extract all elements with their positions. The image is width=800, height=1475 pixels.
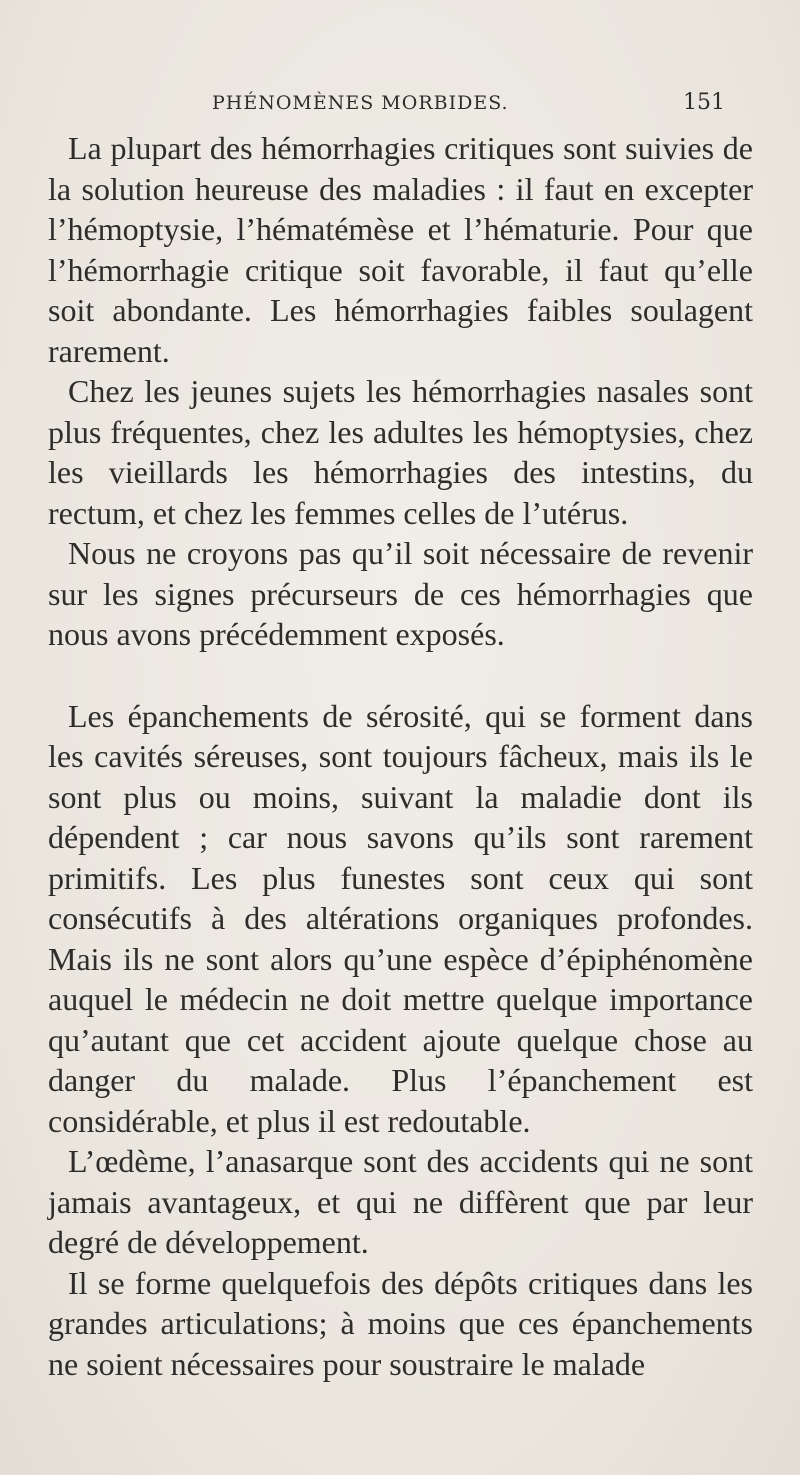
paragraph-epanchements: Les épanchements de sérosité, qui se forment dans les cavités séreuses, sont toujours fâcheux, mais ils le sont plus ou moins, suivant la maladie dont ils dépendent ; car nous savons qu’ils sont rarement primitifs. Les plus funestes sont ceux qui sont consécutifs à des altérations organiques profondes. Mais ils ne sont alors qu’une espèce d’épiphénomène auquel le médecin ne doit mettre quelque importance qu’autant que cet accident ajoute quelque chose au danger du malade. Plus l’épanchement est considérable, et plus il est redoutable. (48, 697, 753, 1139)
section-gap (48, 655, 753, 696)
paragraph-oedeme: L’œdème, l’anasarque sont des accidents qui ne sont jamais avantageux, et qui ne diffèrent que par leur degré de développement. (48, 1143, 753, 1260)
page-number: 151 (683, 90, 725, 115)
running-title: PHÉNOMÈNES MORBIDES. (212, 92, 509, 114)
paragraph-hemorrhagies-age: Chez les jeunes sujets les hémorrhagies nasales sont plus fréquentes, chez les adultes les hémoptysies, chez les vieillards les hémorrhagies des intestins, du rectum, et chez les femmes celles de l’utérus. (48, 373, 753, 531)
paragraph-hemorrhagies-critiques: La plupart des hémorrhagies critiques sont suivies de la solution heureuse des maladies : il faut en excepter l’hémoptysie, l’hématémèse et l’hématurie. Pour que l’hémorrhagie critique soit favorable, il faut qu’elle soit abondante. Les hémorrhagies faibles soulagent rarement. (48, 130, 753, 369)
running-head (0, 92, 800, 122)
paragraph-depots-critiques: Il se forme quelquefois des dépôts critiques dans les grandes articulations; à moins que ces épanchements ne soient nécessaires pour soustraire le malade (48, 1264, 753, 1382)
body-text (48, 128, 753, 1384)
paragraph-signes-precurseurs: Nous ne croyons pas qu’il soit nécessaire de revenir sur les signes précurseurs de ces hémorrhagies que nous avons précédemment exposés. (48, 535, 753, 652)
